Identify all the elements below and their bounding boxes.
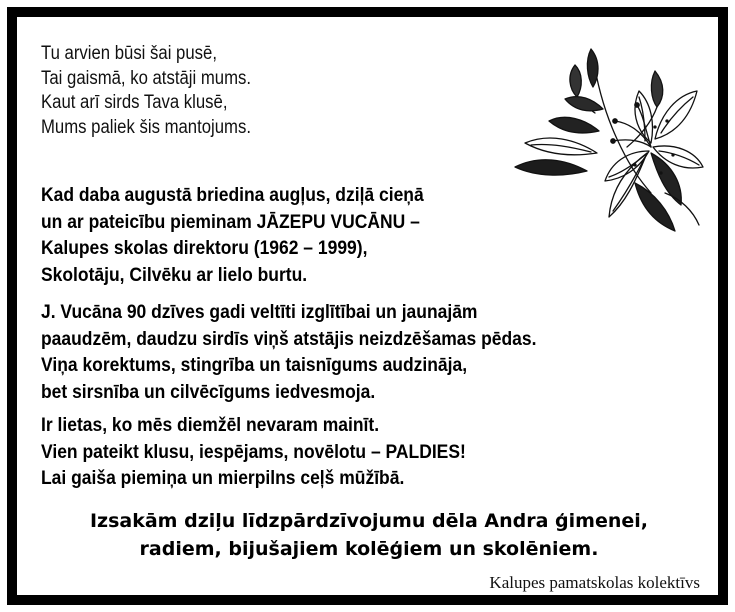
farewell-paragraph	[41, 413, 466, 493]
biography-line: J. Vucāna 90 dzīves gadi veltīti izglītībai un jaunajām	[41, 302, 478, 323]
biography-line: bet sirsnība un cilvēcīgums iedvesmoja.	[41, 381, 376, 403]
tribute-paragraph	[41, 183, 424, 289]
biography-paragraph	[41, 300, 536, 406]
farewell-line: Ir lietas, ko mēs diemžēl nevaram mainīt.	[41, 415, 380, 436]
condolence-message	[31, 507, 707, 563]
memorial-frame	[7, 7, 728, 605]
farewell-line: Lai gaiša piemiņa un mierpilns ceļš mūžībā.	[41, 468, 405, 489]
tribute-line: Kalupes skolas direktoru (1962 – 1999),	[41, 238, 368, 259]
lily-flower-icon	[505, 43, 705, 233]
tribute-line: un ar pateicību pieminam JĀZEPU VUCĀNU –	[41, 211, 420, 233]
biography-line: paaudzēm, daudzu sirdīs viņš atstājis neizdzēšamas pēdas.	[41, 328, 537, 350]
biography-line: Viņa korektums, stingrība un taisnīgums audzināja,	[41, 355, 468, 376]
poem-line: Kaut arī sirds Tava klusē,	[41, 92, 228, 113]
farewell-line: Vien pateikt klusu, iespējams, novēlotu – PALDIES!	[41, 441, 466, 463]
poem-line: Tu arvien būsi šai pusē,	[41, 43, 217, 64]
tribute-line: Kad daba augustā briedina augļus, dziļā cieņā	[41, 185, 424, 206]
poem-line: Tai gaismā, ko atstāji mums.	[41, 67, 252, 89]
condolence-line: radiem, bijušajiem kolēģiem un skolēniem.	[139, 538, 599, 560]
poem	[41, 42, 251, 140]
condolence-line: Izsakām dziļu līdzpārdzīvojumu dēla Andra ģimenei,	[89, 510, 649, 532]
tribute-line: Skolotāju, Cilvēku ar lielo burtu.	[41, 264, 308, 286]
poem-line: Mums paliek šis mantojums.	[41, 116, 251, 138]
signature: Kalupes pamatskolas kolektīvs	[489, 573, 700, 592]
